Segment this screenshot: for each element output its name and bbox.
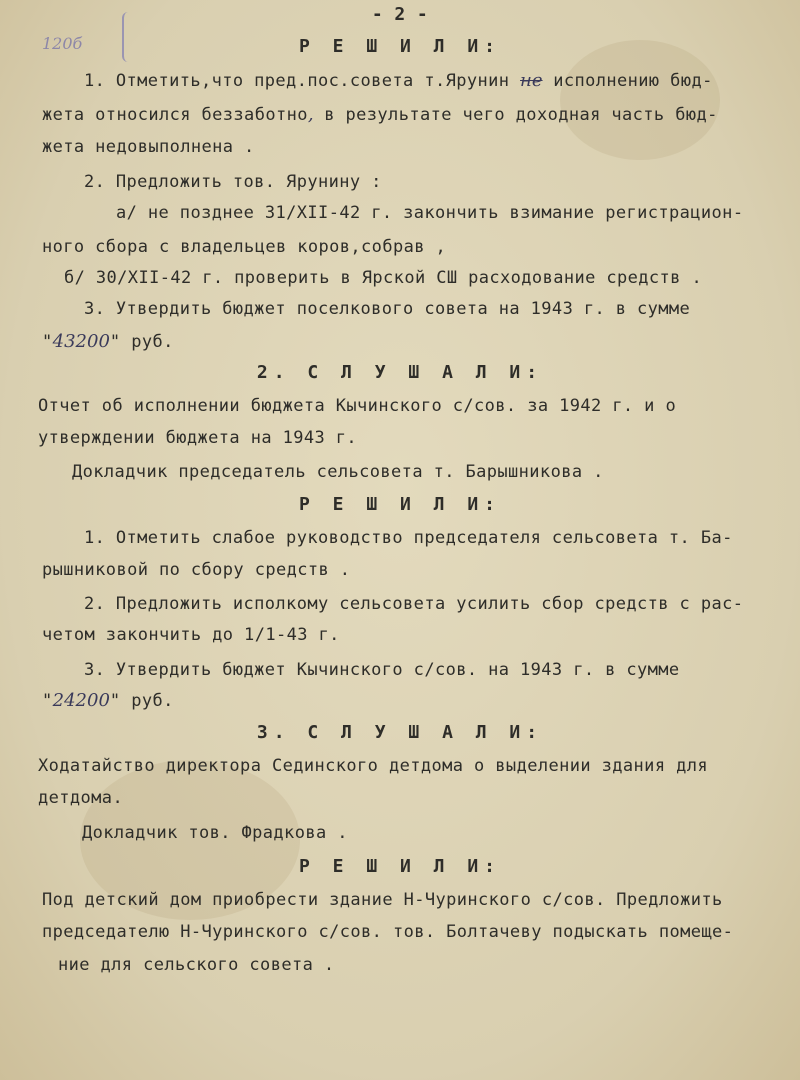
- paper-stain: [560, 40, 720, 160]
- decision2-item1-line1: 1. Отметить слабое руководство председателя сельсовета т. Ба-: [84, 528, 733, 548]
- decision3-line1: Под детский дом приобрести здание Н-Чуринского с/сов. Предложить: [42, 890, 723, 910]
- heard3-line1: Ходатайство директора Сединского детдома о выделении здания для: [38, 756, 708, 776]
- heard3-line2: детдома.: [38, 788, 124, 808]
- decision1-item2b: б/ 30/XII-42 г. проверить в Ярской СШ расходование средств .: [64, 268, 703, 288]
- heard2-line1: Отчет об исполнении бюджета Кычинского с/сов. за 1942 г. и о: [38, 396, 677, 416]
- decision2-item3: 3. Утвердить бюджет Кычинского с/сов. на 1943 г. в сумме: [84, 660, 680, 680]
- decision1-amount-line: "43200" руб.: [42, 331, 174, 352]
- heard-heading-3: 3. С Л У Ш А Л И:: [256, 722, 544, 743]
- decision-heading-1: Р Е Ш И Л И:: [298, 36, 502, 57]
- decision1-item2: 2. Предложить тов. Ярунину :: [84, 172, 382, 192]
- heard2-speaker: Докладчик председатель сельсовета т. Барышникова .: [72, 462, 604, 482]
- decision1-item1-l2-end: в результате чего доходная часть бюд-: [324, 105, 718, 125]
- heard2-line2: утверждении бюджета на 1943 г.: [38, 428, 358, 448]
- decision1-item1-line2: жета относился беззаботно, в результате чего доходная часть бюд-: [42, 104, 718, 125]
- decision1-item3: 3. Утвердить бюджет поселкового совета на 1943 г. в сумме: [84, 299, 691, 319]
- decision-heading-2: Р Е Ш И Л И:: [298, 494, 502, 515]
- decision1-item1-text: 1. Отметить,что пред.пос.совета т.Ярунин: [84, 71, 510, 91]
- decision-heading-3: Р Е Ш И Л И:: [298, 856, 502, 877]
- decision1-item1-line1: [84, 70, 713, 91]
- handwritten-amount: 24200: [52, 690, 110, 711]
- decision1-item1-l2-text: жета относился беззаботно: [42, 105, 308, 125]
- currency: руб.: [131, 691, 174, 711]
- heard-heading-2: 2. С Л У Ш А Л И:: [256, 362, 544, 383]
- decision1-item2a-l2-text: ного сбора с владельцев коров,собрав: [42, 237, 425, 257]
- decision1-item2a-line1: а/ не позднее 31/XII-42 г. закончить взимание регистрацион-: [116, 203, 744, 223]
- decision1-item1-end: исполнению бюд-: [553, 71, 713, 91]
- currency: руб.: [131, 332, 174, 352]
- decision1-item2a-line2: ного сбора с владельцев коров,собрав ,: [42, 237, 447, 257]
- decision3-line3: ние для сельского совета .: [58, 955, 335, 975]
- decision1-item1-line3: жета недовыполнена .: [42, 137, 255, 157]
- decision2-amount-line: "24200" руб.: [42, 690, 174, 711]
- decision3-line2: председателю Н-Чуринского с/сов. тов. Болтачеву подыскать помеще-: [42, 922, 734, 942]
- handwritten-strike: не: [520, 70, 543, 91]
- page-number: - 2 -: [371, 4, 429, 25]
- pencil-archive-mark: 120б: [42, 34, 83, 53]
- decision2-item1-line2: рышниковой по сбору средств .: [42, 560, 351, 580]
- heard3-speaker: Докладчик тов. Фрадкова .: [82, 823, 348, 843]
- handwritten-amount: 43200: [52, 331, 110, 352]
- decision2-item2-line2: четом закончить до 1/1-43 г.: [42, 625, 340, 645]
- decision2-item2-line1: 2. Предложить исполкому сельсовета усилить сбор средств с рас-: [84, 594, 744, 614]
